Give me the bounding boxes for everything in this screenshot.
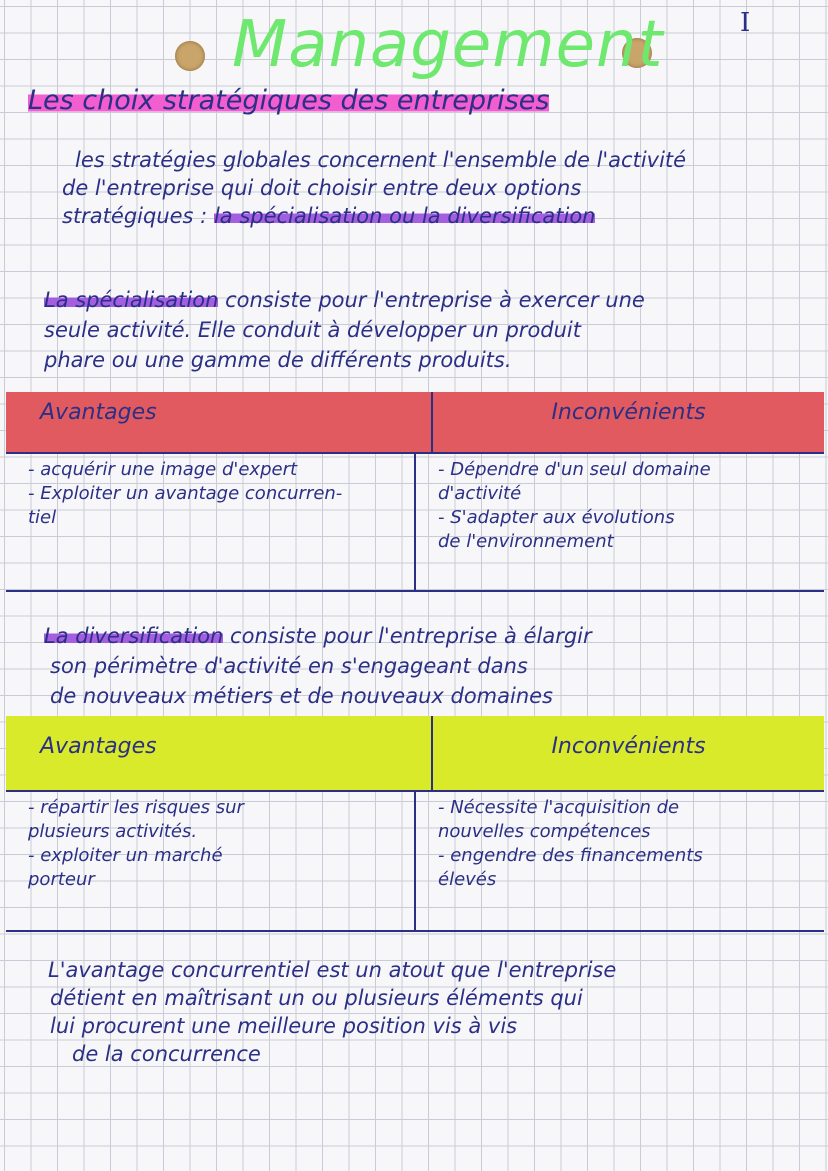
table-body xyxy=(6,790,824,932)
advantages-cell xyxy=(6,454,416,590)
disadvantages-cell xyxy=(416,792,824,930)
header-disadvantages: Inconvénients xyxy=(551,400,706,425)
list-item: nouvelles compétences xyxy=(438,821,651,842)
list-item: - Exploiter un avantage concurren- xyxy=(28,483,343,504)
list-item: - exploiter un marché xyxy=(28,845,223,866)
advantages-cell xyxy=(6,792,416,930)
list-item: - Dépendre d'un seul domaine xyxy=(438,459,711,480)
intro-line: de l'entreprise qui doit choisir entre deux options xyxy=(62,176,582,200)
specialisation-line xyxy=(44,288,645,312)
diversification-table xyxy=(6,716,824,932)
diversification-line: de nouveaux métiers et de nouveaux domaines xyxy=(50,684,553,708)
list-item: - acquérir une image d'expert xyxy=(28,459,298,480)
list-item: tiel xyxy=(28,507,57,528)
intro-line xyxy=(62,204,595,228)
page-title: Management xyxy=(232,8,664,82)
specialisation-table xyxy=(6,392,824,592)
binder-hole xyxy=(175,41,205,71)
heading-text: Les choix stratégiques des entreprises xyxy=(28,85,550,116)
header-disadvantages: Inconvénients xyxy=(551,734,706,759)
conclusion-line: lui procurent une meilleure position vis à vis xyxy=(50,1014,518,1038)
list-item: de l'environnement xyxy=(438,531,614,552)
intro-highlight: la spécialisation ou la diversification xyxy=(213,204,596,228)
table-header xyxy=(6,716,824,790)
header-advantages: Avantages xyxy=(6,392,433,452)
list-item: - répartir les risques sur xyxy=(28,797,244,818)
list-item: plusieurs activités. xyxy=(28,821,198,842)
list-item: d'activité xyxy=(438,483,522,504)
list-item: élevés xyxy=(438,869,497,890)
intro-line: les stratégies globales concernent l'ensemble de l'activité xyxy=(75,148,687,172)
table-header xyxy=(6,392,824,452)
conclusion-line: L'avantage concurrentiel est un atout que l'entreprise xyxy=(48,958,617,982)
specialisation-text: consiste pour l'entreprise à exercer une xyxy=(218,288,645,312)
list-item: porteur xyxy=(28,869,95,890)
diversification-line xyxy=(44,624,592,648)
table-body xyxy=(6,452,824,592)
diversification-text: consiste pour l'entreprise à élargir xyxy=(223,624,592,648)
conclusion-line: détient en maîtrisant un ou plusieurs éléments qui xyxy=(50,986,583,1010)
disadvantages-cell xyxy=(416,454,824,590)
specialisation-line: phare ou une gamme de différents produits. xyxy=(44,348,512,372)
page-number: I xyxy=(740,8,751,38)
section-heading xyxy=(28,85,549,116)
diversification-line: son périmètre d'activité en s'engageant dans xyxy=(50,654,528,678)
conclusion-line: de la concurrence xyxy=(72,1042,261,1066)
header-advantages: Avantages xyxy=(6,716,433,790)
list-item: - S'adapter aux évolutions xyxy=(438,507,675,528)
specialisation-line: seule activité. Elle conduit à développer un produit xyxy=(44,318,581,342)
list-item: - Nécessite l'acquisition de xyxy=(438,797,680,818)
specialisation-term: La spécialisation xyxy=(44,288,219,312)
list-item: - engendre des financements xyxy=(438,845,703,866)
intro-text: stratégiques : xyxy=(62,204,208,228)
diversification-term: La diversification xyxy=(44,624,224,648)
